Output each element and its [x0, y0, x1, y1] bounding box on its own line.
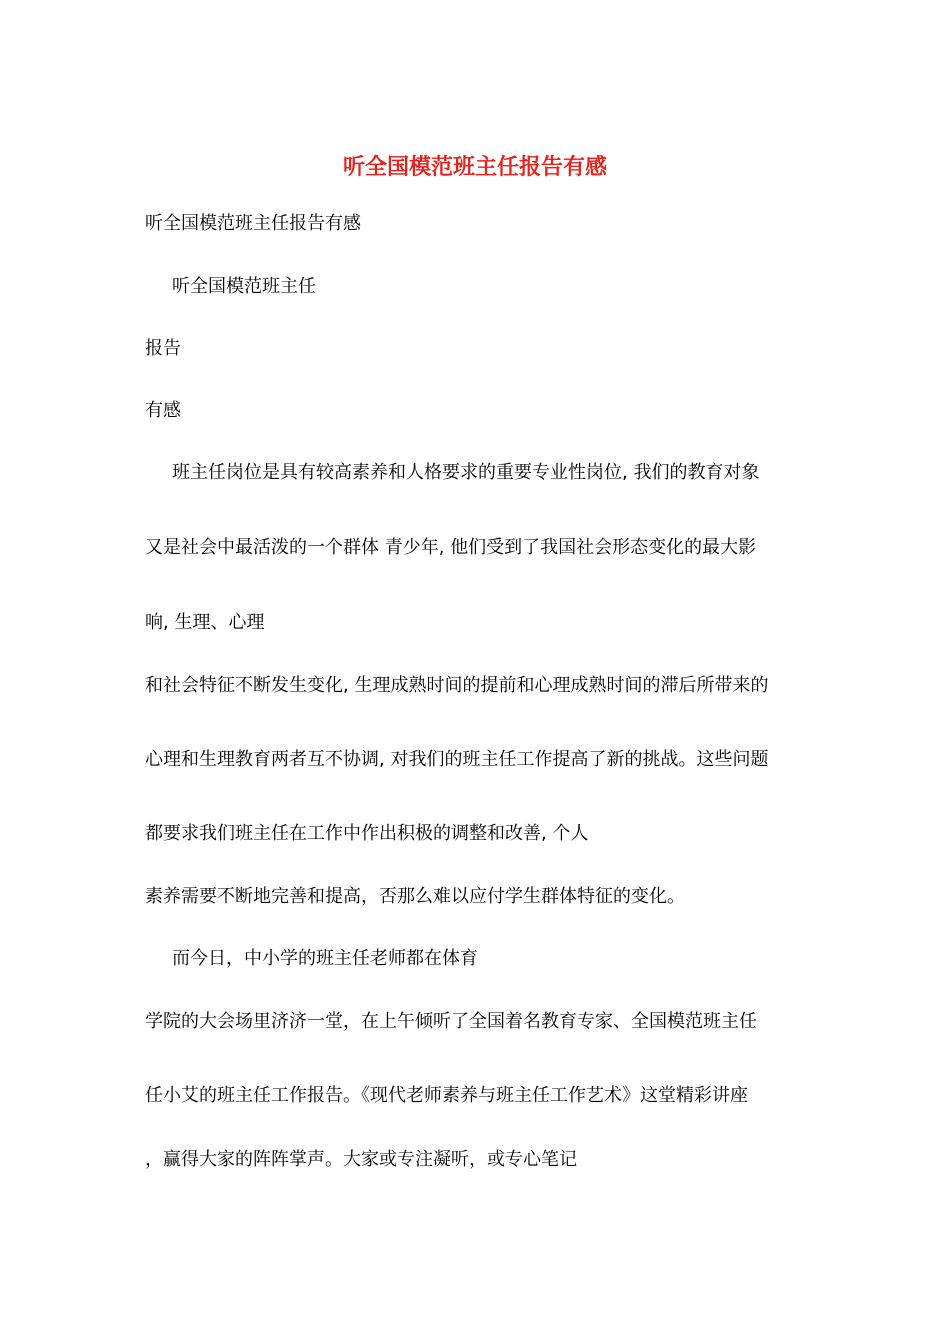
text-line-9: 心理和生理教育两者互不协调, 对我们的班主任工作提高了新的挑战。这些问题: [145, 749, 769, 770]
text-line-11: 素养需要不断地完善和提高，否那么难以应付学生群体特征的变化。: [145, 886, 685, 907]
text-line-2: 听全国模范班主任: [172, 276, 316, 297]
text-line-12: 而今日，中小学的班主任老师都在体育: [172, 948, 478, 969]
text-line-5: 班主任岗位是具有较高素养和人格要求的重要专业性岗位, 我们的教育对象: [172, 462, 760, 483]
text-line-4: 有感: [145, 400, 181, 421]
text-line-14: 任小艾的班主任工作报告。《现代老师素养与班主任工作艺术》这堂精彩讲座: [145, 1085, 748, 1106]
text-line-15: ，赢得大家的阵阵掌声。大家或专注凝听，或专心笔记: [145, 1149, 577, 1170]
text-line-8: 和社会特征不断发生变化, 生理成熟时间的提前和心理成熟时间的滞后所带来的: [145, 675, 769, 696]
text-line-3: 报告: [145, 338, 181, 359]
document-title: 听全国模范班主任报告有感: [342, 155, 607, 180]
text-line-7: 响, 生理、心理: [145, 612, 265, 633]
text-line-1: 听全国模范班主任报告有感: [145, 213, 361, 234]
text-line-6: 又是社会中最活泼的一个群体 青少年, 他们受到了我国社会形态变化的最大影: [145, 537, 757, 558]
text-line-10: 都要求我们班主任在工作中作出积极的调整和改善, 个人: [145, 823, 589, 844]
text-line-13: 学院的大会场里济济一堂，在上午倾听了全国着名教育专家、全国模范班主任: [145, 1011, 757, 1032]
